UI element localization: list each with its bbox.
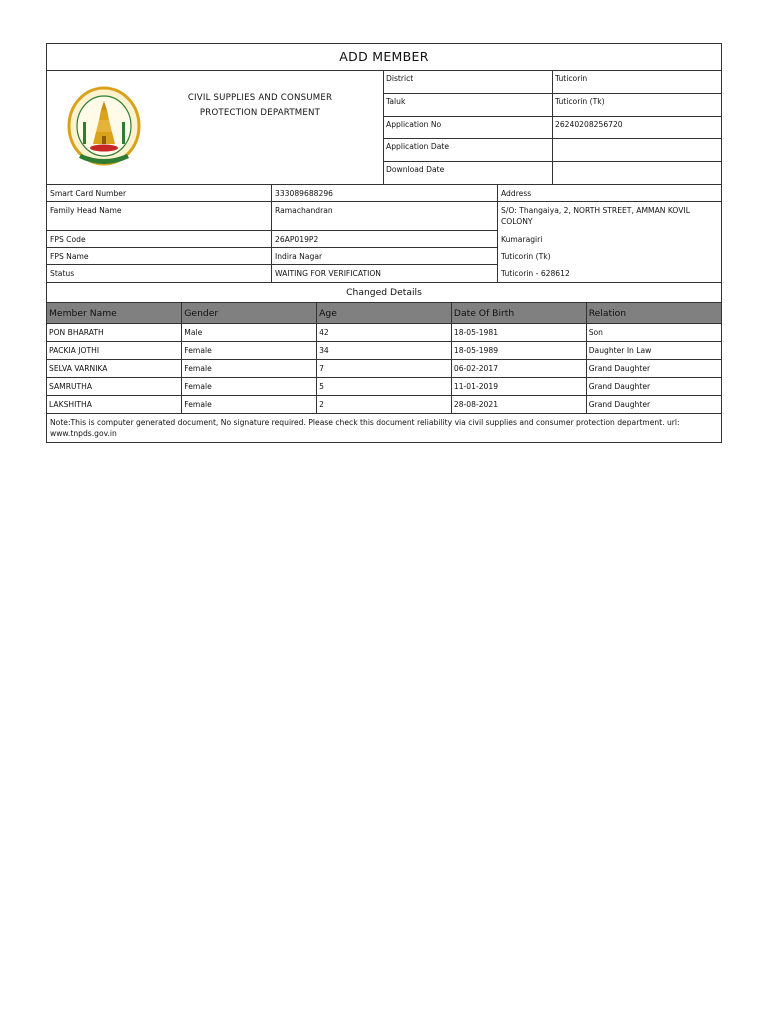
smart-card-label: Smart Card Number bbox=[47, 185, 272, 201]
district-value: Tuticorin bbox=[555, 74, 588, 83]
family-head-label: Family Head Name bbox=[47, 202, 272, 230]
smart-card-value: 333089688296 bbox=[275, 189, 333, 198]
gender-cell: Male bbox=[182, 324, 317, 342]
dob-cell: 18-05-1989 bbox=[451, 342, 586, 360]
address-line-4: Tuticorin - 628612 bbox=[501, 269, 570, 278]
member-name-cell: PON BHARATH bbox=[47, 324, 182, 342]
table-row bbox=[47, 360, 721, 378]
download-date-label: Download Date bbox=[384, 162, 553, 184]
address-label: Address bbox=[498, 185, 721, 202]
application-no-label: Application No bbox=[384, 117, 553, 139]
fps-code-row bbox=[47, 231, 497, 248]
smart-card-row bbox=[47, 185, 497, 202]
card-details-section bbox=[47, 185, 721, 283]
table-row bbox=[47, 378, 721, 396]
relation-cell: Grand Daughter bbox=[586, 378, 721, 396]
taluk-label: Taluk bbox=[384, 94, 553, 116]
age-cell: 7 bbox=[317, 360, 452, 378]
department-name bbox=[177, 91, 343, 120]
table-row bbox=[47, 324, 721, 342]
family-head-value: Ramachandran bbox=[275, 206, 333, 215]
dob-cell: 28-08-2021 bbox=[451, 396, 586, 414]
column-header-date-of-birth: Date Of Birth bbox=[451, 303, 586, 324]
column-header-member-name: Member Name bbox=[47, 303, 182, 324]
taluk-value: Tuticorin (Tk) bbox=[555, 96, 605, 106]
relation-cell: Daughter In Law bbox=[586, 342, 721, 360]
department-line-1: CIVIL SUPPLIES AND CONSUMER bbox=[187, 93, 333, 103]
district-label: District bbox=[384, 71, 553, 93]
page-title: ADD MEMBER bbox=[47, 44, 721, 71]
table-header-row bbox=[47, 303, 721, 324]
dob-cell: 06-02-2017 bbox=[451, 360, 586, 378]
table-row bbox=[47, 396, 721, 414]
members-table bbox=[47, 303, 721, 414]
column-header-relation: Relation bbox=[586, 303, 721, 324]
age-cell: 42 bbox=[317, 324, 452, 342]
info-row-district bbox=[384, 71, 721, 94]
relation-cell: Grand Daughter bbox=[586, 396, 721, 414]
address-block bbox=[498, 185, 721, 282]
info-row-taluk bbox=[384, 94, 721, 117]
fps-name-value: Indira Nagar bbox=[275, 252, 323, 261]
changed-details-heading: Changed Details bbox=[47, 283, 721, 303]
application-date-value bbox=[553, 139, 721, 161]
age-cell: 2 bbox=[317, 396, 452, 414]
member-name-cell: SAMRUTHA bbox=[47, 378, 182, 396]
department-line-2: PROTECTION DEPARTMENT bbox=[199, 107, 321, 118]
fps-code-value: 26AP019P2 bbox=[275, 235, 319, 244]
application-date-label: Application Date bbox=[384, 139, 553, 161]
family-head-row bbox=[47, 202, 497, 231]
gender-cell: Female bbox=[182, 396, 317, 414]
fps-name-row bbox=[47, 248, 497, 265]
age-cell: 34 bbox=[317, 342, 452, 360]
gender-cell: Female bbox=[182, 360, 317, 378]
table-row bbox=[47, 342, 721, 360]
age-cell: 5 bbox=[317, 378, 452, 396]
application-info bbox=[384, 71, 721, 184]
address-line-1: S/O: Thangaiya, 2, NORTH STREET, AMMAN KOVIL COLONY bbox=[501, 206, 690, 226]
member-name-cell: LAKSHITHA bbox=[47, 396, 182, 414]
dob-cell: 18-05-1981 bbox=[451, 324, 586, 342]
status-label: Status bbox=[47, 265, 272, 282]
address-line-2: Kumaragiri bbox=[501, 235, 543, 244]
column-header-age: Age bbox=[317, 303, 452, 324]
tamilnadu-emblem-icon bbox=[67, 86, 141, 170]
disclaimer-note: Note:This is computer generated document, No signature required. Please check this document reliability via civil supplies and consumer protection department. url: www.tnpds.gov.in bbox=[50, 418, 680, 438]
fps-name-label: FPS Name bbox=[47, 248, 272, 264]
header-section bbox=[47, 71, 721, 185]
add-member-document bbox=[46, 43, 722, 443]
info-row-application-no bbox=[384, 117, 721, 140]
card-details bbox=[47, 185, 498, 282]
download-date-value bbox=[553, 162, 721, 184]
member-name-cell: PACKIA JOTHI bbox=[47, 342, 182, 360]
gender-cell: Female bbox=[182, 378, 317, 396]
fps-code-label: FPS Code bbox=[47, 231, 272, 247]
relation-cell: Son bbox=[586, 324, 721, 342]
address-line-3: Tuticorin (Tk) bbox=[501, 252, 551, 261]
gender-cell: Female bbox=[182, 342, 317, 360]
department-block bbox=[47, 71, 384, 184]
dob-cell: 11-01-2019 bbox=[451, 378, 586, 396]
column-header-gender: Gender bbox=[182, 303, 317, 324]
application-no-value: 26240208256720 bbox=[555, 119, 623, 129]
relation-cell: Grand Daughter bbox=[586, 360, 721, 378]
info-row-application-date bbox=[384, 139, 721, 162]
info-row-download-date bbox=[384, 162, 721, 184]
status-row bbox=[47, 265, 497, 282]
member-name-cell: SELVA VARNIKA bbox=[47, 360, 182, 378]
status-value: WAITING FOR VERIFICATION bbox=[275, 269, 381, 278]
